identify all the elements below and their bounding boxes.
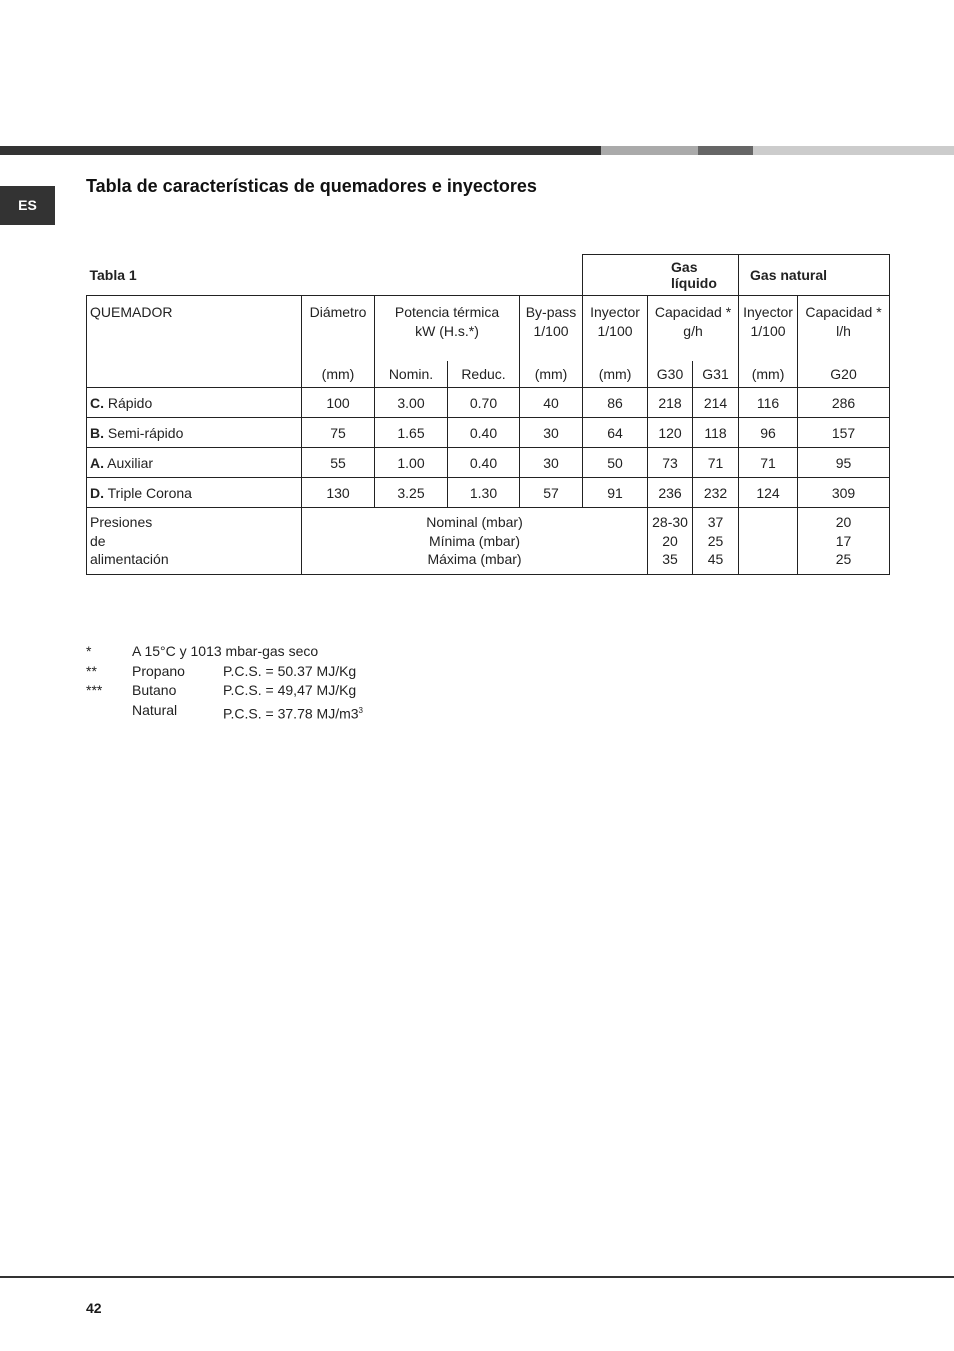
cell-injector: 64 [583, 418, 648, 448]
footnote-mark: * [86, 643, 92, 659]
footnote [86, 701, 363, 724]
pressure-g30: 28-30 20 35 [648, 508, 693, 575]
footnote-value: P.C.S. = 37.78 $MJ/m3^3$ [223, 705, 363, 722]
footnote [86, 662, 363, 682]
footnote-gas: Natural [132, 701, 178, 718]
cell-injector-natural: 116 [739, 388, 798, 418]
group-natural: Gas natural [739, 255, 890, 296]
unit-cell: (mm) [583, 361, 648, 388]
cell-power-reduced: 0.40 [448, 448, 520, 478]
burner-name: C. Rápido [87, 388, 302, 418]
cell-injector-natural: 124 [739, 478, 798, 508]
footnotes [86, 642, 363, 724]
cell-g30: 120 [648, 418, 693, 448]
table-row [87, 418, 890, 448]
page-title: Tabla de características de quemadores e inyectores [86, 176, 537, 196]
table-row [87, 448, 890, 478]
burner-name: B. Semi-rápido [87, 418, 302, 448]
group-header-row [87, 255, 890, 296]
cell-g31: 214 [693, 388, 739, 418]
cell-g30: 218 [648, 388, 693, 418]
unit-cell: G30 [648, 361, 693, 388]
cell-injector-natural: 71 [739, 448, 798, 478]
header-injector: Inyector 1/100 [583, 296, 648, 362]
page-number: 42 [86, 1300, 102, 1316]
footnote-gas: Butano [132, 682, 177, 698]
cell-bypass: 30 [520, 448, 583, 478]
pressure-row [87, 508, 890, 575]
cell-g20: 95 [798, 448, 890, 478]
burner-name: D. Triple Corona [87, 478, 302, 508]
cell-g30: 73 [648, 448, 693, 478]
footnote-mark: *** [86, 682, 103, 698]
language-tab: ES [0, 186, 55, 225]
footnote [86, 681, 363, 701]
header-bypass: By-pass 1/100 [520, 296, 583, 362]
unit-cell: G31 [693, 361, 739, 388]
cell-injector: 91 [583, 478, 648, 508]
unit-cell: Reduc. [448, 361, 520, 388]
cell-injector-natural: 96 [739, 418, 798, 448]
cell-bypass: 57 [520, 478, 583, 508]
group-liquid: Gas líquido [583, 255, 739, 296]
unit-cell: Nomin. [375, 361, 448, 388]
cell-g31: 118 [693, 418, 739, 448]
pressure-kinds: Nominal (mbar) Mínima (mbar) Máxima (mbar) [302, 508, 648, 575]
footnote [86, 642, 363, 662]
footnote-mark [86, 701, 132, 724]
cell-g31: 232 [693, 478, 739, 508]
cell-g30: 236 [648, 478, 693, 508]
pressure-label: Presiones de alimentación [87, 508, 302, 575]
cell-diameter: 130 [302, 478, 375, 508]
header-diameter: Diámetro [302, 296, 375, 362]
unit-cell: G20 [798, 361, 890, 388]
header-bar-dark [0, 146, 601, 155]
table-label: Tabla 1 [87, 255, 583, 296]
burner-name: A. Auxiliar [87, 448, 302, 478]
cell-g20: 286 [798, 388, 890, 418]
cell-power-reduced: 1.30 [448, 478, 520, 508]
table-row [87, 478, 890, 508]
pressure-g20: 20 17 25 [798, 508, 890, 575]
header-capacity-gh: Capacidad * g/h [648, 296, 739, 362]
footnote-gas: Propano [132, 662, 185, 679]
cell-power-nominal: 3.00 [375, 388, 448, 418]
cell-power-nominal: 1.00 [375, 448, 448, 478]
cell-power-reduced: 0.40 [448, 418, 520, 448]
header-bar-mid [698, 146, 753, 155]
cell-injector: 86 [583, 388, 648, 418]
cell-bypass: 40 [520, 388, 583, 418]
header-bar-pale [753, 146, 954, 155]
cell-g20: 309 [798, 478, 890, 508]
header-capacity-lh: Capacidad * l/h [798, 296, 890, 362]
cell-bypass: 30 [520, 418, 583, 448]
footnote-value: P.C.S. = 49,47 MJ/Kg [223, 682, 357, 698]
pressure-g31: 37 25 45 [693, 508, 739, 575]
header-power: Potencia térmica kW (H.s.*) [375, 296, 520, 362]
cell-diameter: 75 [302, 418, 375, 448]
table-row [87, 388, 890, 418]
cell-injector: 50 [583, 448, 648, 478]
header-burner: QUEMADOR [87, 296, 302, 388]
cell-power-nominal: 3.25 [375, 478, 448, 508]
footer-rule [0, 1276, 954, 1278]
cell-g31: 71 [693, 448, 739, 478]
footnote-value: P.C.S. = 50.37 MJ/Kg [223, 662, 357, 679]
cell-g20: 157 [798, 418, 890, 448]
unit-cell: (mm) [520, 361, 583, 388]
header-injector-natural: Inyector 1/100 [739, 296, 798, 362]
footnote-mark: ** [86, 662, 97, 679]
cell-power-reduced: 0.70 [448, 388, 520, 418]
cell-power-nominal: 1.65 [375, 418, 448, 448]
column-header-row [87, 296, 890, 362]
cell-diameter: 100 [302, 388, 375, 418]
unit-cell: (mm) [739, 361, 798, 388]
burner-table [86, 254, 890, 575]
pressure-empty [739, 508, 798, 575]
unit-cell: (mm) [302, 361, 375, 388]
cell-diameter: 55 [302, 448, 375, 478]
footnote-text: A 15°C y 1013 mbar-gas seco [132, 643, 319, 659]
header-bar-light [601, 146, 698, 155]
